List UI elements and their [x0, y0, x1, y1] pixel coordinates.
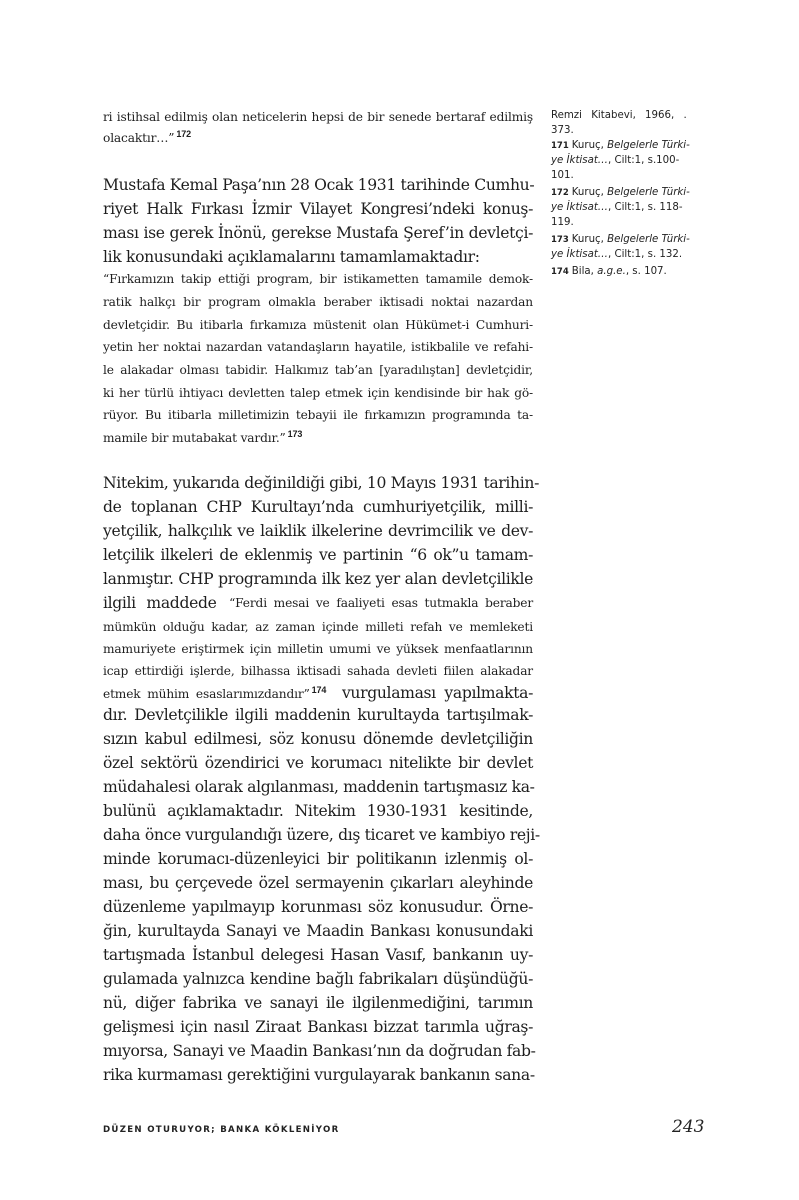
quote-line: le alakadar olması tabidir. Halkımız tab’an [yaradılıştan] devletçidir,: [103, 363, 533, 377]
paragraph-line: dır. Devletçilikle ilgili maddenin kurultayda tartışılmak-: [103, 706, 533, 724]
quote-line: olacaktır…” $^{172}$: [103, 128, 191, 145]
quote-line: mamile bir mutabakat vardır.” $^{173}$: [103, 428, 303, 445]
paragraph-line-mixed: etmek mühim esaslarımızdandır” $^{174}$ vurgulaması yapılmakta-: [103, 684, 533, 702]
paragraph-line: bulünü açıklamaktadır. Nitekim 1930-1931 kesitinde,: [103, 802, 533, 820]
quote-line: ratik halkçı bir program olmakla beraber iktisadi noktai nazardan: [103, 295, 533, 309]
paragraph-line: Nitekim, yukarıda değinildiği gibi, 10 Mayıs 1931 tarihin-: [103, 474, 539, 492]
footnote-ref-173[interactable]: 173: [287, 428, 303, 439]
inline-quote-line: icap ettirdiği işlerde, bilhassa iktisadi sahada devleti fiilen alakadar: [103, 664, 533, 678]
paragraph-line: ması, bu çerçevede özel sermayenin çıkarları aleyhinde: [103, 874, 533, 892]
inline-quote-line: mümkün olduğu kadar, az zaman içinde milleti refah ve memleketi: [103, 620, 533, 634]
paragraph-line: nü, diğer fabrika ve sanayi ile ilgilenmediğini, tarımın: [103, 994, 533, 1012]
paragraph-line: letçilik ilkeleri de eklenmiş ve partinin “6 ok”u tamam-: [103, 546, 533, 564]
paragraph-line: lanmıştır. CHP programında ilk kez yer alan devletçilikle: [103, 570, 533, 588]
quote-line: yetin her noktai nazardan vatandaşların hayatile, istikbalile ve refahi-: [103, 340, 533, 354]
quote-line: ri istihsal edilmiş olan neticelerin hepsi de bir senede bertaraf edilmiş: [103, 110, 533, 124]
paragraph-line: sızın kabul edilmesi, söz konusu dönemde devletçiliğin: [103, 730, 533, 748]
quote-line: ki her türlü ihtiyacı devletten talep etmek için kendisinde bir hak gö-: [103, 386, 533, 400]
paragraph-line: müdahalesi olarak algılanması, maddenin tartışmasız ka-: [103, 778, 535, 796]
page-number: 243: [672, 1117, 705, 1137]
paragraph-line: mıyorsa, Sanayi ve Maadin Bankası’nın da doğrudan fab-: [103, 1042, 536, 1060]
inline-quote-line: mamuriyete eriştirmek için milletin umumi ve yüksek menfaatlarının: [103, 642, 533, 656]
running-title: DÜZEN OTURUYOR; BANKA KÖKLENİYOR: [103, 1125, 340, 1135]
paragraph-line: özel sektörü özendirici ve korumacı nitelikte bir devlet: [103, 754, 533, 772]
inline-quote: “Ferdi mesai ve faaliyeti esas tutmakla beraber: [229, 596, 533, 610]
paragraph-line: minde korumacı-düzenleyici bir politikanın izlenmiş ol-: [103, 850, 533, 868]
paragraph-line: ması ise gerek İnönü, gerekse Mustafa Şeref’in devletçi-: [103, 224, 533, 242]
paragraph-line: ğin, kurultayda Sanayi ve Maadin Bankası konusundaki: [103, 922, 533, 940]
paragraph-line: rika kurmaması gerektiğini vurgulayarak bankanın sana-: [103, 1066, 535, 1084]
footnote-continuation: Remzi Kitabevi, 1966, .: [551, 110, 687, 121]
footnote-ref-172[interactable]: 172: [176, 128, 191, 139]
footnote-continuation: 373.: [551, 125, 574, 136]
quote-line: “Fırkamızın takip ettiği program, bir istikametten tamamile demok-: [103, 272, 533, 286]
paragraph-line: daha önce vurgulandığı üzere, dış ticaret ve kambiyo reji-: [103, 826, 540, 844]
paragraph-line: düzenleme yapılmayıp korunması söz konusudur. Örne-: [103, 898, 533, 916]
paragraph-line: yetçilik, halkçılık ve laiklik ilkelerine devrimcilik ve dev-: [103, 522, 533, 540]
quote-line: rüyor. Bu itibarla milletimizin tebayii ile fırkamızın programında ta-: [103, 408, 533, 422]
quote-line: devletçidir. Bu itibarla fırkamıza müstenit olan Hükümet-i Cumhuri-: [103, 318, 533, 332]
book-page: ri istihsal edilmiş olan neticelerin hepsi de bir senede bertaraf edilmiş olacaktır…” $^{172}$ Mustafa Kemal Paşa’nın 28 Ocak 1931 tarihinde Cumhu- riyet Halk Fırkası İzmir Vilayet Kongresi’ndeki konuş- ması ise gerek İnönü, gerekse Mustafa Şeref’in devletçi- lik konusundaki açıklamalarını tamamlamaktadır: “Fırkamızın takip ettiği program, bir istikametten tamamile demok- ratik halkçı bir program olmakla beraber iktisadi noktai nazardan devletçidir. Bu itibarla fırkamıza müstenit olan Hükümet-i Cumhuri- yetin her noktai nazardan vatandaşların hayatile, istikbalile ve refahi- le alakadar olması tabidir. Halkımız tab’an [yaradılıştan] devletçidir, ki her türlü ihtiyacı devletten talep etmek için kendisinde bir hak gö- rüyor. Bu itibarla milletimizin tebayii ile fırkamızın programında ta- mamile bir mutabakat vardır.” $^{173}$ Nitekim, yukarıda değinildiği gibi, 10 Mayıs 1931 tarihin- de toplanan CHP Kurultayı’nda cumhuriyetçilik, milli- yetçilik, halkçılık ve laiklik ilkelerine devrimcilik ve dev- letçilik ilkeleri de eklenmiş ve partinin “6 ok”u tamam- lanmıştır. CHP programında ilk kez yer alan devletçilikle ilgili maddede “Ferdi mesai ve faaliyeti esas tutmakla beraber mümkün olduğu kadar, az zaman içinde milleti refah ve memleketi mamuriyete eriştirmek için milletin umumi ve yüksek menfaatlarının icap ettirdiği işlerde, bilhassa iktisadi sahada devleti fiilen alakadar etmek mühim esaslarımızdandır” $^{174}$ vurgulaması yapılmakta- dır. Devletçilikle ilgili maddenin kurultayda tartışılmak- sızın kabul edilmesi, söz konusu dönemde devletçiliğin özel sektörü özendirici ve korumacı nitelikte bir devlet müdahalesi olarak algılanması, maddenin tartışmasız ka- bulünü açıklamaktadır. Nitekim 1930-1931 kesitinde, daha önce vurgulandığı üzere, dış ticaret ve kambiyo reji- minde korumacı-düzenleyici bir politikanın izlenmiş ol- ması, bu çerçevede özel sermayenin çıkarları aleyhinde düzenleme yapılmayıp korunması söz konusudur. Örne- ğin, kurultayda Sanayi ve Maadin Bankası konusundaki tartışmada İstanbul delegesi Hasan Vasıf, bankanın uy- gulamada yalnızca kendine bağlı fabrikaları düşündüğü- nü, diğer fabrika ve sanayi ile ilgilenmediğini, tarımın gelişmesi için nasıl Ziraat Bankası bizzat tarımla uğraş- mıyorsa, Sanayi ve Maadin Bankası’nın da doğrudan fab- rika kurmaması gerektiğini vurgulayarak bankanın sana- Remzi Kitabevi, 1966, . 373. 171 Kuruç, Belgelerle Türki- ye İktisat…, Cilt:1, s.100- 101. 172 Kuruç, Belgelerle Türki- ye İktisat…, Cilt:1, s. 118- 119. 173 Kuruç, Belgelerle Türki- ye İktisat…, Cilt:1, s. 132. 174 Bila, a.g.e., s. 107. DÜZEN OTURUYOR; BANKA KÖKLENİYOR 243: [103, 110, 705, 1137]
paragraph-line: Mustafa Kemal Paşa’nın 28 Ocak 1931 tarihinde Cumhu-: [103, 176, 535, 194]
paragraph-line: tartışmada İstanbul delegesi Hasan Vasıf, bankanın uy-: [103, 946, 533, 964]
paragraph-line: riyet Halk Fırkası İzmir Vilayet Kongresi’ndeki konuş-: [103, 200, 533, 218]
paragraph-line: gelişmesi için nasıl Ziraat Bankası bizzat tarımla uğraş-: [103, 1018, 533, 1036]
paragraph-line: gulamada yalnızca kendine bağlı fabrikaları düşündüğü-: [103, 970, 533, 988]
paragraph-line: lik konusundaki açıklamalarını tamamlamaktadır:: [103, 248, 480, 266]
footnote-ref-174[interactable]: 174: [311, 684, 327, 695]
paragraph-line: de toplanan CHP Kurultayı’nda cumhuriyetçilik, milli-: [103, 498, 533, 516]
paragraph-line-mixed: ilgili maddede “Ferdi mesai ve faaliyeti esas tutmakla beraber: [103, 594, 533, 612]
